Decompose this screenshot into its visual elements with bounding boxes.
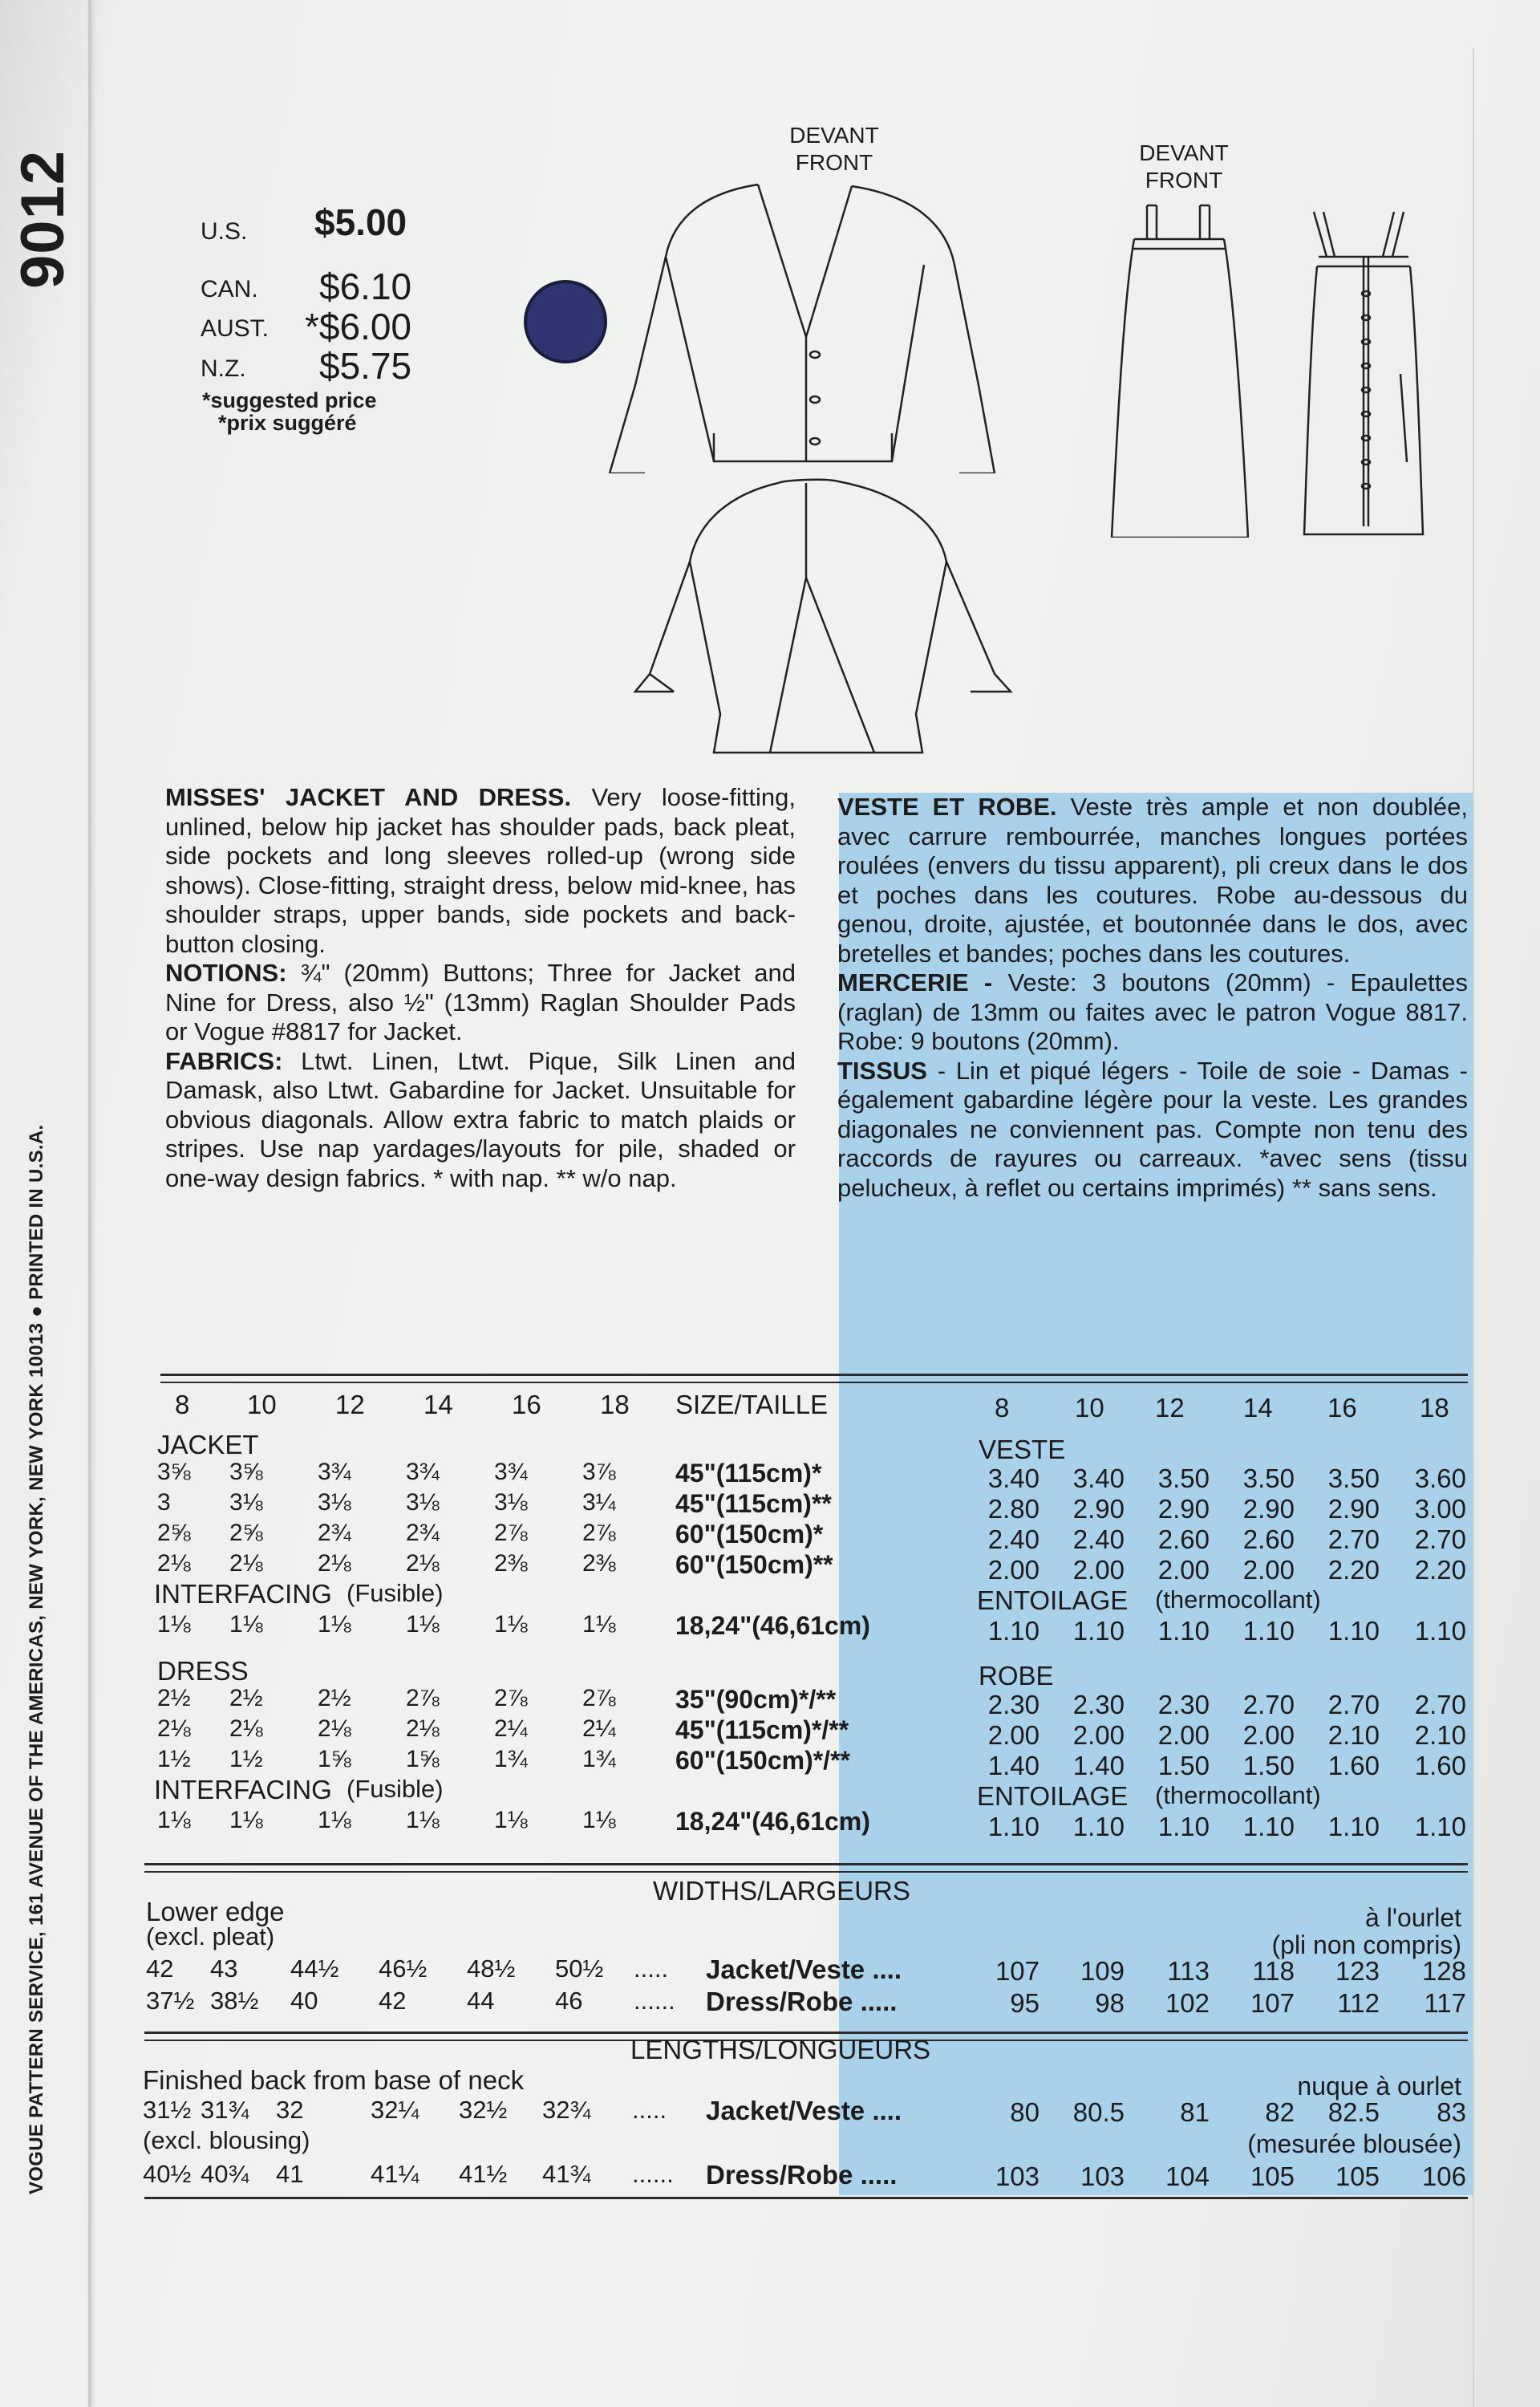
table-top-rule-2 bbox=[160, 1382, 1468, 1383]
label-devant: DEVANT bbox=[1139, 140, 1229, 165]
jacket-yardage-metric: 3.50 bbox=[1242, 1463, 1295, 1493]
jacket-yardage-imperial: 2⅛ bbox=[406, 1550, 440, 1577]
dress-interfacing-width: 18,24"(46,61cm) bbox=[675, 1807, 870, 1836]
jacket-yardage-imperial: 3⅛ bbox=[494, 1489, 528, 1516]
dress-yardage-metric: 1.40 bbox=[987, 1751, 1040, 1780]
mercerie-text: Veste: 3 boutons (20mm) - Epaulettes (raglan) de 13mm ou faites avec le patron Vogue 8817. Robe: 9 boutons (20mm). bbox=[837, 968, 1468, 1055]
jacket-yardage-metric: 2.00 bbox=[1157, 1555, 1210, 1585]
dress-interfacing-metric: 1.10 bbox=[1414, 1812, 1466, 1841]
dress-interfacing-metric: 1.10 bbox=[1072, 1812, 1125, 1841]
length-imperial: 41½ bbox=[459, 2160, 508, 2188]
jacket-yardage-metric: 2.90 bbox=[1327, 1494, 1380, 1524]
size-header-imperial-18: 18 bbox=[600, 1390, 630, 1419]
size-header-label: SIZE/TAILLE bbox=[675, 1390, 829, 1419]
width-imperial: 42 bbox=[146, 1954, 174, 1983]
price-value-nz: $5.75 bbox=[319, 345, 412, 387]
width-imperial: 50½ bbox=[555, 1954, 604, 1983]
dress-yardage-imperial: 2⅛ bbox=[406, 1715, 440, 1742]
width-metric: 102 bbox=[1165, 1988, 1210, 2018]
width-imperial: 43 bbox=[210, 1954, 238, 1983]
jacket-label: JACKET bbox=[157, 1430, 259, 1459]
price-note-en: *suggested price bbox=[202, 388, 377, 412]
length-metric: 103 bbox=[995, 2161, 1040, 2191]
dress-interfacing-imperial: 1⅛ bbox=[494, 1807, 528, 1833]
jacket-fabric-width: 60"(150cm)** bbox=[675, 1550, 833, 1579]
price-value-us: $5.00 bbox=[314, 201, 407, 243]
width-imperial: 38½ bbox=[210, 1987, 259, 2015]
description-english bbox=[165, 783, 796, 1193]
price-label-aust: AUST. bbox=[201, 315, 270, 342]
length-imperial: 40¾ bbox=[201, 2160, 249, 2188]
length-dots: ..... bbox=[632, 2096, 667, 2124]
dress-interfacing-sub-fr: (thermocollant) bbox=[1155, 1781, 1321, 1809]
dress-yardage-metric: 2.00 bbox=[1242, 1720, 1295, 1750]
dress-yardage-imperial: 1½ bbox=[229, 1746, 263, 1772]
dress-yardage-metric: 2.00 bbox=[987, 1720, 1040, 1750]
jacket-yardage-metric: 2.00 bbox=[1242, 1555, 1295, 1585]
dress-yardage-imperial: 2⅞ bbox=[494, 1685, 528, 1711]
table-bottom-rule bbox=[144, 2197, 1468, 2199]
widths-note-en-2: (excl. pleat) bbox=[146, 1922, 275, 1950]
dress-yardage-metric: 2.30 bbox=[1072, 1690, 1125, 1719]
width-garment-label: Dress/Robe ..... bbox=[706, 1987, 898, 2016]
dress-yardage-metric: 1.60 bbox=[1327, 1751, 1380, 1780]
jacket-fabric-width: 45"(115cm)** bbox=[675, 1489, 832, 1518]
jacket-yardage-metric: 3.50 bbox=[1157, 1463, 1210, 1493]
width-metric: 113 bbox=[1167, 1956, 1210, 1986]
length-metric: 80.5 bbox=[1072, 2097, 1125, 2127]
jacket-yardage-metric: 3.60 bbox=[1414, 1463, 1466, 1493]
widths-note-fr-2: (pli non compris) bbox=[1271, 1930, 1461, 1959]
dress-yardage-imperial: 1⅝ bbox=[318, 1746, 351, 1772]
dress-yardage-metric: 1.50 bbox=[1157, 1751, 1210, 1780]
lengths-note-en-1: Finished back from base of neck bbox=[143, 2065, 525, 2095]
length-garment-label: Jacket/Veste .... bbox=[706, 2096, 902, 2125]
jacket-yardage-metric: 3.50 bbox=[1327, 1463, 1380, 1493]
right-margin-line bbox=[1473, 48, 1474, 2407]
dress-yardage-metric: 1.50 bbox=[1242, 1751, 1295, 1780]
width-metric: 107 bbox=[995, 1956, 1040, 1986]
length-metric: 104 bbox=[1165, 2161, 1210, 2191]
width-imperial: 44½ bbox=[290, 1954, 339, 1983]
size-header-metric-8: 8 bbox=[995, 1393, 1010, 1423]
pattern-number: 9012 bbox=[9, 149, 77, 289]
dress-yardage-metric: 1.60 bbox=[1414, 1751, 1466, 1780]
widths-note-en-1: Lower edge bbox=[146, 1897, 285, 1926]
size-header-metric-14: 14 bbox=[1243, 1393, 1273, 1423]
size-header-imperial-8: 8 bbox=[175, 1390, 190, 1419]
price-label-us: U.S. bbox=[201, 218, 248, 245]
length-metric: 81 bbox=[1180, 2097, 1210, 2127]
jacket-yardage-imperial: 3⅞ bbox=[582, 1459, 616, 1485]
price-value-can: $6.10 bbox=[319, 266, 412, 307]
price-label-nz: N.Z. bbox=[201, 355, 246, 382]
dress-yardage-imperial: 2⅛ bbox=[229, 1715, 263, 1742]
dress-interfacing-imperial: 1⅛ bbox=[318, 1807, 351, 1833]
desc-title-fr: VESTE ET ROBE. bbox=[837, 793, 1057, 821]
width-metric: 118 bbox=[1252, 1956, 1295, 1986]
notions-text: ¾" (20mm) Buttons; Three for Jacket and Nine for Dress, also ½" (13mm) Raglan Shoulder Pads or Vogue #8817 for Jacket. bbox=[165, 959, 796, 1045]
label-front: FRONT bbox=[795, 150, 873, 175]
dress-yardage-imperial: 1¾ bbox=[494, 1746, 528, 1772]
width-dots: ..... bbox=[634, 1954, 669, 1983]
lengths-note-en-2: (excl. blousing) bbox=[143, 2126, 310, 2154]
dress-yardage-imperial: 2⅛ bbox=[157, 1715, 191, 1742]
price-label-can: CAN. bbox=[201, 276, 258, 302]
jacket-interfacing-metric: 1.10 bbox=[1157, 1616, 1210, 1646]
fabrics-label: FABRICS: bbox=[165, 1046, 283, 1075]
dress-yardage-imperial: 1⅝ bbox=[406, 1746, 440, 1772]
dress-yardage-metric: 1.40 bbox=[1072, 1751, 1125, 1780]
length-metric: 106 bbox=[1421, 2161, 1466, 2191]
dress-yardage-metric: 2.00 bbox=[1072, 1720, 1125, 1750]
desc-title-en: MISSES' JACKET AND DRESS. bbox=[165, 783, 572, 811]
jacket-yardage-metric: 2.20 bbox=[1327, 1555, 1380, 1585]
dress-yardage-imperial: 1¾ bbox=[582, 1746, 616, 1772]
jacket-yardage-imperial: 2⅞ bbox=[494, 1520, 528, 1546]
dress-yardage-imperial: 2¼ bbox=[582, 1715, 616, 1742]
label-devant: DEVANT bbox=[789, 123, 879, 148]
dress-interfacing-label: INTERFACING bbox=[154, 1775, 332, 1804]
jacket-interfacing-imperial: 1⅛ bbox=[229, 1611, 263, 1638]
jacket-yardage-metric: 2.00 bbox=[1072, 1555, 1125, 1585]
lengths-rule bbox=[144, 2032, 1468, 2034]
lengths-note-fr-1: nuque à ourlet bbox=[1297, 2072, 1461, 2101]
dress-yardage-imperial: 2¼ bbox=[494, 1715, 528, 1742]
dress-yardage-metric: 2.70 bbox=[1242, 1690, 1295, 1719]
description-french bbox=[837, 793, 1468, 1203]
size-header-imperial-14: 14 bbox=[424, 1390, 453, 1419]
dress-front-label bbox=[1120, 140, 1248, 194]
length-imperial: 41¾ bbox=[542, 2160, 591, 2188]
dress-yardage-metric: 2.70 bbox=[1414, 1690, 1466, 1719]
dress-yardage-metric: 2.00 bbox=[1157, 1720, 1210, 1750]
dress-yardage-metric: 2.10 bbox=[1327, 1720, 1380, 1750]
size-header-metric-18: 18 bbox=[1420, 1393, 1449, 1423]
envelope-fold-edge bbox=[88, 0, 91, 2407]
jacket-yardage-imperial: 2⅜ bbox=[494, 1550, 528, 1577]
dress-fabric-width: 60"(150cm)*/** bbox=[675, 1746, 850, 1775]
jacket-interfacing-imperial: 1⅛ bbox=[406, 1611, 440, 1638]
table-top-rule bbox=[160, 1374, 1468, 1376]
jacket-yardage-imperial: 3⅛ bbox=[318, 1489, 351, 1516]
length-metric: 103 bbox=[1080, 2161, 1125, 2191]
length-metric: 82 bbox=[1265, 2097, 1295, 2127]
fabrics-text: Ltwt. Linen, Ltwt. Pique, Silk Linen and Damask, also Ltwt. Gabardine for Jacket. Unsuitable for obvious diagonals. Allow extra fabric to match plaids or stripes. Use nap yardages/layouts for pile, shaded or one-way design fabrics. * with nap. ** w/o nap. bbox=[165, 1046, 796, 1192]
mercerie-label: MERCERIE - bbox=[837, 968, 993, 996]
jacket-yardage-imperial: 3 bbox=[157, 1489, 171, 1516]
price-value-aust: *$6.00 bbox=[305, 306, 412, 347]
jacket-yardage-metric: 2.20 bbox=[1414, 1555, 1466, 1585]
jacket-yardage-imperial: 2⅜ bbox=[582, 1550, 616, 1577]
jacket-interfacing-imperial: 1⅛ bbox=[157, 1611, 191, 1638]
jacket-yardage-imperial: 2⅞ bbox=[582, 1520, 616, 1546]
width-metric: 109 bbox=[1080, 1956, 1125, 1986]
jacket-fabric-width: 45"(115cm)* bbox=[675, 1459, 822, 1488]
jacket-yardage-imperial: 2⅛ bbox=[318, 1550, 351, 1577]
jacket-yardage-metric: 2.90 bbox=[1157, 1494, 1210, 1524]
length-metric: 105 bbox=[1250, 2161, 1295, 2191]
length-imperial: 31½ bbox=[143, 2096, 192, 2124]
dress-yardage-metric: 2.30 bbox=[987, 1690, 1040, 1719]
dress-back-drawing bbox=[1299, 205, 1428, 542]
jacket-yardage-metric: 2.40 bbox=[987, 1524, 1040, 1554]
dress-label-fr: ROBE bbox=[979, 1661, 1054, 1691]
jacket-yardage-imperial: 3¾ bbox=[406, 1459, 440, 1485]
width-metric: 128 bbox=[1421, 1956, 1466, 1986]
jacket-fabric-width: 60"(150cm)* bbox=[675, 1520, 824, 1549]
jacket-yardage-metric: 2.60 bbox=[1157, 1524, 1210, 1554]
dress-yardage-imperial: 2⅛ bbox=[318, 1715, 351, 1742]
jacket-yardage-imperial: 2¾ bbox=[406, 1520, 440, 1546]
dress-yardage-imperial: 1½ bbox=[157, 1746, 191, 1772]
size-header-imperial-12: 12 bbox=[335, 1390, 365, 1419]
dress-fabric-width: 45"(115cm)*/** bbox=[675, 1715, 849, 1744]
jacket-front-drawing bbox=[578, 168, 1027, 473]
length-garment-label: Dress/Robe ..... bbox=[706, 2160, 898, 2190]
jacket-yardage-imperial: 3¼ bbox=[582, 1489, 616, 1516]
dress-interfacing-imperial: 1⅛ bbox=[157, 1807, 191, 1833]
length-imperial: 41¼ bbox=[371, 2160, 419, 2188]
width-metric: 107 bbox=[1250, 1988, 1295, 2018]
dress-interfacing-metric: 1.10 bbox=[1242, 1812, 1295, 1841]
jacket-interfacing-metric: 1.10 bbox=[1072, 1616, 1125, 1646]
length-metric: 82.5 bbox=[1327, 2097, 1380, 2127]
jacket-interfacing-metric: 1.10 bbox=[987, 1616, 1040, 1646]
widths-note-fr-1: à l'ourlet bbox=[1365, 1903, 1461, 1932]
jacket-interfacing-label-fr: ENTOILAGE bbox=[977, 1585, 1129, 1615]
jacket-yardage-imperial: 3¾ bbox=[494, 1459, 528, 1485]
width-imperial: 42 bbox=[379, 1987, 407, 2015]
length-imperial: 40½ bbox=[143, 2160, 192, 2188]
width-imperial: 48½ bbox=[467, 1954, 516, 1983]
length-imperial: 32¼ bbox=[371, 2096, 419, 2124]
desc-body-en: Very loose-fitting, unlined, below hip jacket has shoulder pads, back pleat, side pockets and long sleeves rolled-up (wrong side shows). Close-fitting, straight dress, below mid-knee, has shoulder straps, upper bands, side pockets and back-button closing. bbox=[165, 783, 796, 958]
jacket-yardage-imperial: 3⅝ bbox=[157, 1459, 191, 1485]
tissus-text: - Lin et piqué légers - Toile de soie - Damas - également gabardine légère pour la veste. Les grandes diagonales ne conviennent pas. Compte non tenu des raccords de rayures ou carreaux. *avec sens (tissu pelucheux, à reflet ou certains imprimés) ** sans sens. bbox=[837, 1056, 1468, 1202]
dress-interfacing-imperial: 1⅛ bbox=[582, 1807, 616, 1833]
jacket-interfacing-width: 18,24"(46,61cm) bbox=[675, 1611, 870, 1640]
widths-rule bbox=[144, 1863, 1468, 1865]
jacket-yardage-imperial: 2⅝ bbox=[157, 1520, 191, 1546]
dress-yardage-imperial: 2⅞ bbox=[582, 1685, 616, 1711]
width-imperial: 40 bbox=[290, 1987, 318, 2015]
length-imperial: 32¾ bbox=[542, 2096, 591, 2124]
jacket-yardage-imperial: 2⅛ bbox=[229, 1550, 263, 1577]
dress-interfacing-metric: 1.10 bbox=[1157, 1812, 1210, 1841]
width-metric: 112 bbox=[1337, 1988, 1380, 2018]
price-note-fr: *prix suggéré bbox=[218, 411, 357, 435]
dress-yardage-metric: 2.30 bbox=[1157, 1690, 1210, 1719]
jacket-yardage-imperial: 3⅛ bbox=[406, 1489, 440, 1516]
jacket-yardage-metric: 2.70 bbox=[1414, 1524, 1466, 1554]
length-imperial: 31¾ bbox=[201, 2096, 249, 2124]
jacket-back-drawing bbox=[618, 473, 1035, 762]
jacket-yardage-metric: 2.80 bbox=[987, 1494, 1040, 1524]
jacket-interfacing-metric: 1.10 bbox=[1414, 1616, 1466, 1646]
size-header-metric-16: 16 bbox=[1327, 1393, 1357, 1423]
dress-yardage-imperial: 2½ bbox=[318, 1685, 351, 1711]
jacket-interfacing-sub: (Fusible) bbox=[346, 1579, 444, 1607]
jacket-yardage-metric: 2.00 bbox=[987, 1555, 1040, 1585]
jacket-yardage-imperial: 2⅝ bbox=[229, 1520, 263, 1546]
dress-yardage-imperial: 2½ bbox=[229, 1685, 263, 1711]
jacket-yardage-metric: 3.40 bbox=[987, 1463, 1040, 1493]
length-imperial: 32 bbox=[276, 2096, 304, 2124]
jacket-label-fr: VESTE bbox=[979, 1435, 1066, 1464]
jacket-yardage-imperial: 2¾ bbox=[318, 1520, 351, 1546]
jacket-yardage-imperial: 3¾ bbox=[318, 1459, 351, 1485]
jacket-yardage-imperial: 3⅛ bbox=[229, 1489, 263, 1516]
jacket-yardage-imperial: 2⅛ bbox=[157, 1550, 191, 1577]
dress-yardage-metric: 2.10 bbox=[1414, 1720, 1466, 1750]
size-header-metric-12: 12 bbox=[1155, 1393, 1185, 1423]
jacket-interfacing-metric: 1.10 bbox=[1327, 1616, 1380, 1646]
width-metric: 98 bbox=[1095, 1988, 1125, 2018]
dress-yardage-imperial: 2½ bbox=[157, 1685, 191, 1711]
jacket-yardage-metric: 2.90 bbox=[1072, 1494, 1125, 1524]
lengths-note-fr-2: (mesurée blousée) bbox=[1247, 2129, 1461, 2158]
width-imperial: 37½ bbox=[146, 1987, 195, 2015]
length-metric: 83 bbox=[1437, 2097, 1466, 2127]
desc-body-fr: Veste très ample et non doublée, avec carrure rembourrée, manches longues portées roulées (envers du tissu apparent), pli creux dans le dos et poches dans les coutures. Robe au-dessous du genou, droite, ajustée, et boutonnée dans le dos, avec bretelles et bandes; poches dans les coutures. bbox=[837, 793, 1468, 968]
width-metric: 123 bbox=[1335, 1956, 1380, 1986]
jacket-yardage-metric: 2.90 bbox=[1242, 1494, 1295, 1524]
jacket-yardage-metric: 3.00 bbox=[1414, 1494, 1466, 1524]
size-header-imperial-10: 10 bbox=[247, 1390, 277, 1419]
jacket-interfacing-imperial: 1⅛ bbox=[582, 1611, 616, 1638]
dress-fabric-width: 35"(90cm)*/** bbox=[675, 1685, 837, 1714]
spine-publisher-text: VOGUE PATTERN SERVICE, 161 AVENUE OF THE AMERICAS, NEW YORK, NEW YORK 10013 ● PRINTED IN U.S.A. bbox=[26, 1124, 47, 2194]
jacket-yardage-metric: 3.40 bbox=[1072, 1463, 1125, 1493]
jacket-interfacing-metric: 1.10 bbox=[1242, 1616, 1295, 1646]
width-imperial: 46 bbox=[555, 1987, 583, 2015]
size-header-metric-10: 10 bbox=[1075, 1393, 1104, 1423]
length-metric: 105 bbox=[1335, 2161, 1380, 2191]
length-imperial: 32½ bbox=[459, 2096, 508, 2124]
dress-yardage-metric: 2.70 bbox=[1327, 1690, 1380, 1719]
size-header-imperial-16: 16 bbox=[512, 1390, 541, 1419]
dress-interfacing-imperial: 1⅛ bbox=[406, 1807, 440, 1833]
lengths-header: LENGTHS/LONGUEURS bbox=[630, 2035, 931, 2064]
jacket-yardage-imperial: 3⅝ bbox=[229, 1459, 263, 1485]
length-imperial: 41 bbox=[276, 2160, 304, 2188]
jacket-yardage-metric: 2.40 bbox=[1072, 1524, 1125, 1554]
notions-label: NOTIONS: bbox=[165, 959, 287, 987]
jacket-yardage-metric: 2.70 bbox=[1327, 1524, 1380, 1554]
jacket-interfacing-imperial: 1⅛ bbox=[494, 1611, 528, 1638]
length-metric: 80 bbox=[1010, 2097, 1040, 2127]
jacket-interfacing-imperial: 1⅛ bbox=[318, 1611, 351, 1638]
widths-rule-2 bbox=[144, 1871, 1468, 1873]
width-imperial: 46½ bbox=[379, 1954, 428, 1983]
dress-interfacing-sub: (Fusible) bbox=[346, 1775, 444, 1803]
dress-yardage-imperial: 2⅞ bbox=[406, 1685, 440, 1711]
width-metric: 117 bbox=[1424, 1988, 1466, 2018]
widths-header: WIDTHS/LARGEURS bbox=[653, 1876, 910, 1906]
width-dots: ...... bbox=[634, 1987, 675, 2015]
dress-interfacing-metric: 1.10 bbox=[1327, 1812, 1380, 1841]
width-imperial: 44 bbox=[467, 1987, 495, 2015]
width-metric: 95 bbox=[1010, 1988, 1040, 2018]
dress-label: DRESS bbox=[157, 1656, 249, 1686]
label-front: FRONT bbox=[1145, 168, 1223, 193]
jacket-interfacing-label: INTERFACING bbox=[154, 1579, 332, 1609]
width-garment-label: Jacket/Veste .... bbox=[706, 1954, 902, 1984]
dress-interfacing-label-fr: ENTOILAGE bbox=[977, 1781, 1129, 1811]
jacket-interfacing-sub-fr: (thermocollant) bbox=[1155, 1585, 1321, 1613]
tissus-label: TISSUS bbox=[837, 1056, 927, 1085]
jacket-yardage-metric: 2.60 bbox=[1242, 1524, 1295, 1554]
dress-front-drawing bbox=[1107, 201, 1251, 538]
dress-interfacing-metric: 1.10 bbox=[987, 1812, 1040, 1841]
length-dots: ...... bbox=[632, 2160, 674, 2188]
dress-interfacing-imperial: 1⅛ bbox=[229, 1807, 263, 1833]
